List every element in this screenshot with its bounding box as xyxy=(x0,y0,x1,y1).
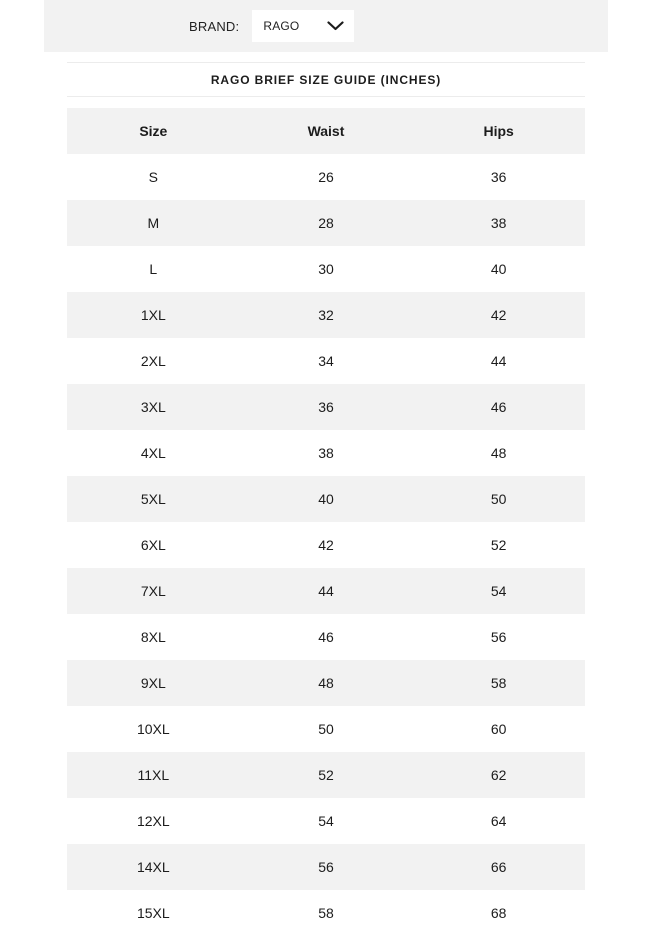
size-cell: 4XL xyxy=(140,445,166,461)
waist-cell: 38 xyxy=(318,445,334,461)
table-row xyxy=(67,890,585,936)
table-row xyxy=(67,660,585,706)
hips-cell: 46 xyxy=(412,384,585,430)
size-table-head xyxy=(67,108,585,154)
hips-cell: 56 xyxy=(490,629,507,645)
size-cell: 1XL xyxy=(67,292,240,338)
hips-cell: 58 xyxy=(412,660,585,706)
divider-bottom xyxy=(67,96,585,97)
waist-cell: 48 xyxy=(240,660,413,706)
waist-cell: 46 xyxy=(318,629,334,645)
table-row xyxy=(67,154,585,200)
hips-cell: 68 xyxy=(490,905,507,921)
size-cell: 2XL xyxy=(140,353,166,369)
waist-cell: 58 xyxy=(318,905,334,921)
table-row xyxy=(67,844,585,890)
table-row xyxy=(67,798,585,844)
waist-cell: 54 xyxy=(318,813,334,829)
waist-cell: 44 xyxy=(240,568,413,614)
table-row xyxy=(67,246,585,292)
hips-cell: 48 xyxy=(490,445,507,461)
waist-cell: 40 xyxy=(240,476,413,522)
waist-cell: 52 xyxy=(240,752,413,798)
chevron-down-icon xyxy=(327,21,344,31)
table-row xyxy=(67,292,585,338)
table-row xyxy=(67,568,585,614)
waist-cell: 26 xyxy=(318,169,334,185)
hips-cell: 52 xyxy=(490,537,507,553)
hips-cell: 40 xyxy=(490,261,507,277)
hips-cell: 36 xyxy=(490,169,507,185)
waist-cell: 34 xyxy=(318,353,334,369)
table-row xyxy=(67,522,585,568)
title-row xyxy=(67,63,585,96)
hips-cell: 66 xyxy=(412,844,585,890)
size-cell: 14XL xyxy=(67,844,240,890)
waist-cell: 56 xyxy=(240,844,413,890)
size-cell: L xyxy=(149,261,158,277)
size-cell: 11XL xyxy=(67,752,240,798)
table-row xyxy=(67,614,585,660)
waist-cell: 28 xyxy=(240,200,413,246)
table-row xyxy=(67,706,585,752)
size-cell: 15XL xyxy=(136,905,170,921)
column-header-waist: Waist xyxy=(240,108,413,154)
size-table-body xyxy=(67,154,585,936)
hips-cell: 62 xyxy=(412,752,585,798)
hips-cell: 44 xyxy=(490,353,507,369)
waist-cell: 32 xyxy=(240,292,413,338)
column-header-hips: Hips xyxy=(412,108,585,154)
hips-cell: 50 xyxy=(412,476,585,522)
size-cell: 12XL xyxy=(136,813,170,829)
header-row xyxy=(67,108,585,154)
brand-select-value: RAGO xyxy=(263,19,300,33)
table-row xyxy=(67,752,585,798)
waist-cell: 30 xyxy=(318,261,334,277)
table-row xyxy=(67,476,585,522)
hips-cell: 54 xyxy=(412,568,585,614)
hips-cell: 60 xyxy=(490,721,507,737)
size-guide-title: RAGO BRIEF SIZE GUIDE (INCHES) xyxy=(210,72,442,87)
hips-cell: 64 xyxy=(490,813,507,829)
size-cell: 10XL xyxy=(136,721,170,737)
size-cell: M xyxy=(67,200,240,246)
waist-cell: 50 xyxy=(318,721,334,737)
column-header-size: Size xyxy=(67,108,240,154)
size-table xyxy=(67,108,585,936)
size-cell: S xyxy=(148,169,158,185)
brand-bar xyxy=(44,0,608,52)
table-row xyxy=(67,200,585,246)
size-cell: 7XL xyxy=(67,568,240,614)
size-cell: 8XL xyxy=(140,629,166,645)
size-cell: 6XL xyxy=(140,537,166,553)
hips-cell: 42 xyxy=(412,292,585,338)
waist-cell: 36 xyxy=(240,384,413,430)
brand-select[interactable] xyxy=(252,10,354,42)
size-cell: 5XL xyxy=(67,476,240,522)
size-cell: 3XL xyxy=(67,384,240,430)
size-cell: 9XL xyxy=(67,660,240,706)
table-row xyxy=(67,338,585,384)
table-row xyxy=(67,384,585,430)
table-row xyxy=(67,430,585,476)
hips-cell: 38 xyxy=(412,200,585,246)
brand-label: BRAND: xyxy=(189,18,240,34)
waist-cell: 42 xyxy=(318,537,334,553)
